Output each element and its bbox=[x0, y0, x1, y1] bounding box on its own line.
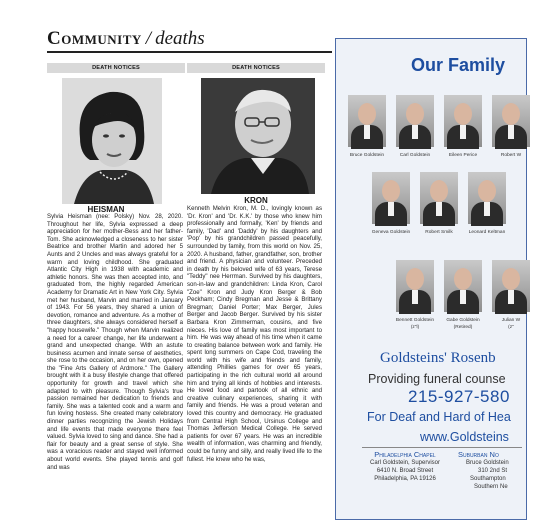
staff-name: Eileen Perice bbox=[448, 153, 478, 158]
header-rule bbox=[47, 51, 332, 53]
phone-number[interactable]: 215-927-580 bbox=[408, 387, 510, 406]
staff-portrait bbox=[420, 172, 458, 224]
section-subtitle: deaths bbox=[155, 28, 205, 49]
chapel-line: Southampton bbox=[470, 476, 506, 482]
staff-name: Gabe Goldstein bbox=[446, 318, 480, 323]
chapel-info bbox=[360, 451, 450, 483]
deaf-service-line: For Deaf and Hard of Hea bbox=[367, 410, 511, 424]
staff-portrait bbox=[396, 95, 434, 147]
obituary-name: KRON bbox=[244, 196, 268, 205]
kron-photo bbox=[201, 78, 315, 194]
column-label: DEATH NOTICES bbox=[47, 63, 185, 73]
column-label: DEATH NOTICES bbox=[187, 63, 325, 73]
death-notices-column-right bbox=[187, 63, 325, 73]
staff-name: Bennett Goldstein bbox=[395, 318, 435, 323]
chapel-line: Southern Ne bbox=[474, 484, 508, 490]
staff-portrait bbox=[444, 95, 482, 147]
staff-name: Leonard Keltman bbox=[468, 230, 506, 235]
staff-name: Geneva Goldstein bbox=[371, 230, 411, 235]
header-separator: / bbox=[145, 28, 152, 49]
staff-note: (z" bbox=[508, 325, 514, 330]
staff-note: (Retired) bbox=[453, 325, 473, 330]
chapel-line: Carl Goldstein, Supervisor bbox=[369, 460, 441, 466]
staff-portrait bbox=[492, 95, 530, 147]
staff-name: Bruce Goldstein bbox=[349, 153, 385, 158]
chapel-line: 310 2nd St bbox=[478, 468, 508, 474]
firm-name: Goldsteins' Rosenb bbox=[380, 350, 496, 366]
staff-portrait bbox=[396, 260, 434, 312]
staff-portrait bbox=[444, 260, 482, 312]
staff-name: Robert W bbox=[500, 153, 522, 158]
staff-portrait bbox=[468, 172, 506, 224]
chapel-line: Philadelphia, PA 19126 bbox=[374, 476, 436, 482]
chapel-info bbox=[458, 451, 538, 491]
ad-tagline: Providing funeral counse bbox=[368, 372, 506, 386]
staff-portrait bbox=[372, 172, 410, 224]
staff-note: (z"l) bbox=[410, 325, 420, 330]
website-link[interactable]: www.Goldsteins bbox=[420, 430, 509, 444]
staff-name: Robert Smilk bbox=[425, 230, 453, 235]
ad-title: Our Family bbox=[411, 55, 506, 75]
obituary-name: HEISMAN bbox=[87, 205, 125, 214]
section-title: Community bbox=[47, 28, 142, 49]
chapel-line: 6410 N. Broad Street bbox=[376, 468, 434, 474]
chapel-line: Bruce Goldstein bbox=[466, 460, 509, 466]
chapel-title: Philadelphia Chapel bbox=[374, 450, 436, 459]
obituary-text: Sylvia Heisman (nee: Polsky) Nov. 28, 2020. Throughout her life, Sylvia expressed a deep appreciation for her mother-Bess and her father-Tom. She acknowledged a closeness to her sister Beatrice and brother Martin and adored her 5 Aunts and 2 Uncles and was always grateful for a warm and loving childhood. She graduated Atlantic City High in 1938 with academic and athletic honors. She was then accepted into, and graduated from, the highly regarded American Academy for Dramatic Art in New York City. Sylvia met her husband, Marvin and married in January of 1943. For 56 years, they shared a union of devotion, romance and adventure. As a mother of three daughters, she always considered herself a "happy housewife." Though when Marvin realized a need for a career change, her life underwent a grand and unexpected change. With an astute business acumen and innate sense of aesthetics, she rose to the occasion, and on her own, opened the "Fine Arts Gallery of Ardmore." The Gallery brought with it a busy lifestyle change that offered opportunity for growth and travel which she adapted to with pleasure. Though Sylvia's true passion remained her dedication to friends and family. She was a talented cook and a warm and fun loving hostess. She created many celebratory dinner parties recognizing the Jewish Holidays and life events that made everyone there feel valued. Sylvia loved to sing and dance. She had a flair for beauty and a great sense of style. She was a voracious reader and stayed well informed about world events. She played tennis and golf and was bbox=[47, 213, 183, 471]
staff-name: Carl Goldstein bbox=[399, 153, 431, 158]
staff-portrait bbox=[492, 260, 530, 312]
death-notices-column-left bbox=[47, 63, 185, 73]
ad-divider bbox=[362, 447, 522, 448]
obituary-text: Kenneth Melvin Kron, M. D., lovingly known as 'Dr. Kron' and 'Dr. K.K.' by those who knew him professionally and formally, 'Ken' by friends and family, 'Dad' and 'Daddy' by his daughters and 'Pop' by his grandchildren passed peacefully, surrounded by family, from this world on Nov. 25, 2020. A husband, father, grandfather, son, brother and friend. A physician and volunteer. Preceded in death by his beloved wife of 63 years, Terese "Teddy" nee Herrman. Survived by his daughters, son-in-law and grandchildren: Linda Kron, Carol "Zoe" Kron and Judy Kron Berger & Bob Peckham; Cindy Bregman and Jesse & Brittany Bregman; Daniel Porter; Max Berger, Jules Berger and Jacob Berger. Survived by his sister Barbara Kron Zimmerman, cousins, and five nieces. His love of family was most important to him. He was way ahead of his time when it came to creating balance between work and family. He spent long summers on Cape Cod, traveling the world with his wife and friends and family, attending Phillies games for over 65 years, participating in the rich cultural world all around him and trying all kinds of hobbies and interests. He loved food and partook of all ethnic and creative culinary experiences, sharing it with family and friends. He was a proud veteran and loved this country and democracy. He graduated from Central High School, Ursinus College and Thomas Jefferson Medical College. He served patients for over 67 years. He was an incredible wealth of information, was charming and friendly, could be funny and silly, and really lived life to the fullest. He knew who he was, bbox=[187, 205, 322, 463]
chapel-title: Suburban No bbox=[458, 450, 499, 459]
staff-portrait bbox=[348, 95, 386, 147]
heisman-photo bbox=[62, 78, 162, 204]
staff-name: Julian W bbox=[501, 318, 521, 323]
section-header bbox=[47, 28, 332, 50]
